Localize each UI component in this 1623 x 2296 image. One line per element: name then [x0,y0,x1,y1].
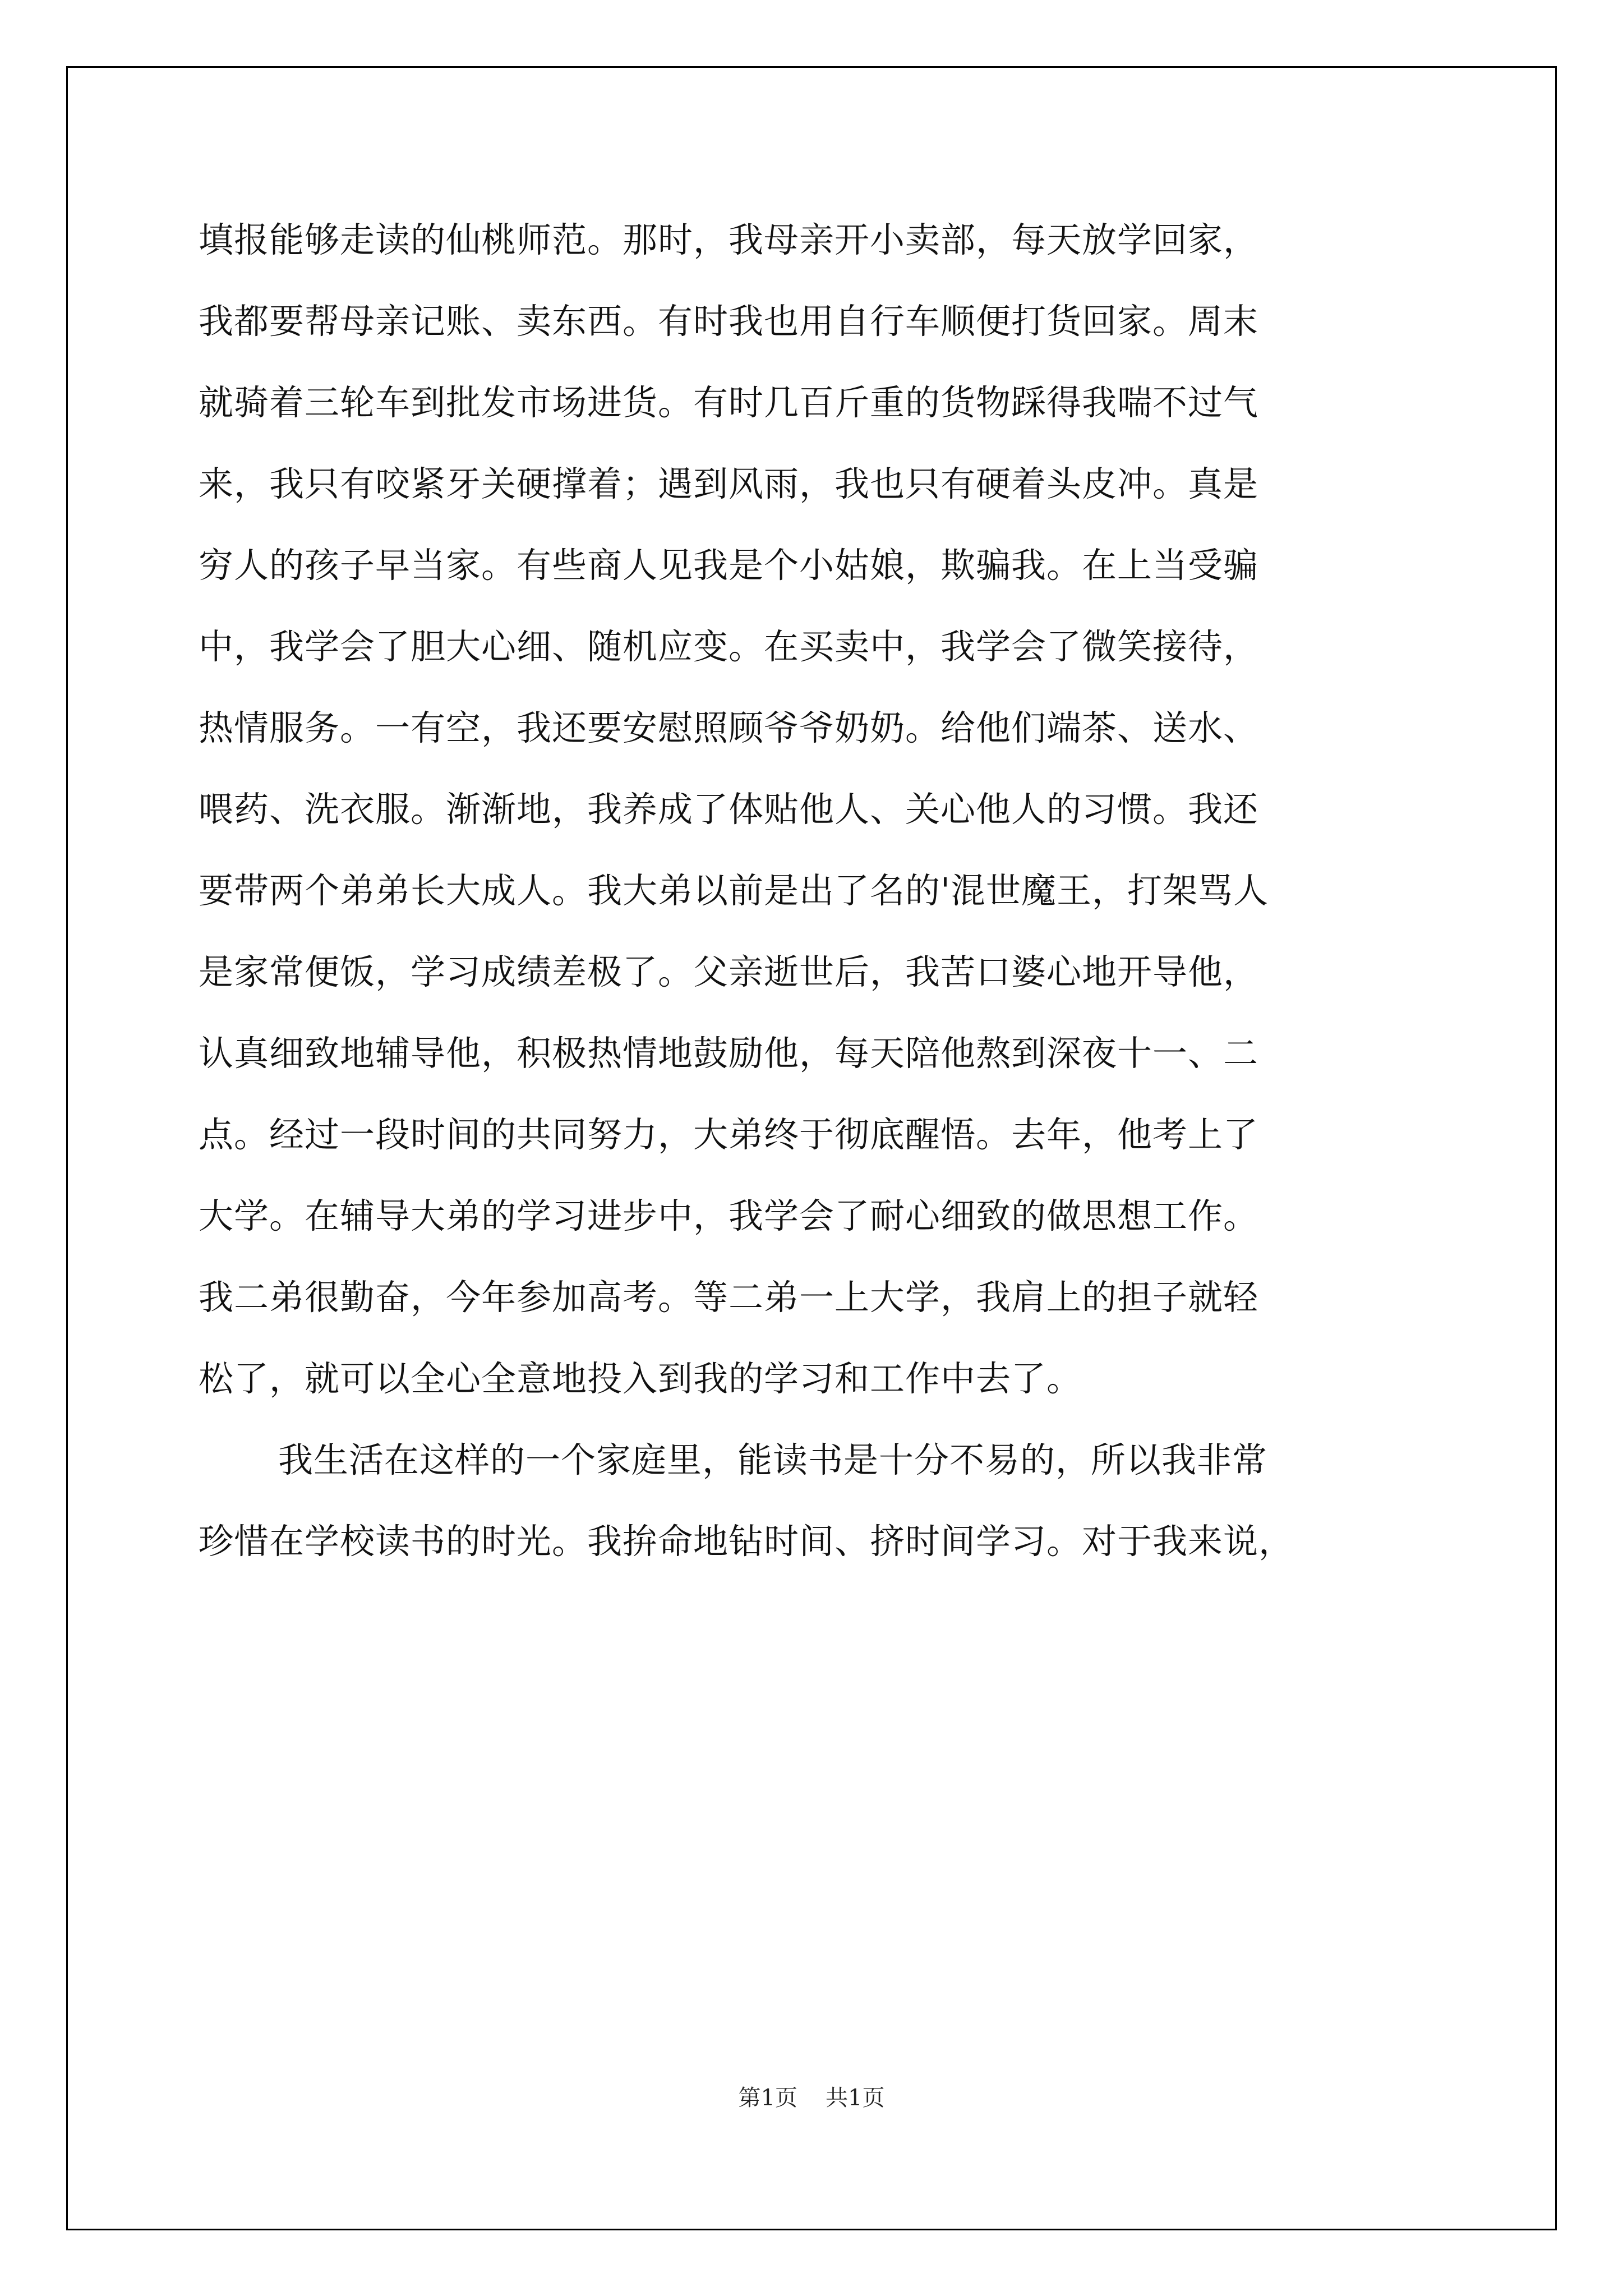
text-line: 我都要帮母亲记账、卖东西。有时我也用自行车顺便打货回家。周末 [199,301,1259,342]
text-line: 填报能够走读的仙桃师范。那时，我母亲开小卖部，每天放学回家， [199,219,1259,260]
text-line: 来，我只有咬紧牙关硬撑着；遇到风雨，我也只有硬着头皮冲。真是 [199,463,1259,504]
text-line: 就骑着三轮车到批发市场进货。有时几百斤重的货物踩得我喘不过气 [199,382,1259,423]
page-footer [0,2084,1623,2112]
text-line: 我二弟很勤奋，今年参加高考。等二弟一上大学，我肩上的担子就轻 [199,1277,1259,1318]
text-line: 点。经过一段时间的共同努力，大弟终于彻底醒悟。去年，他考上了 [199,1114,1259,1155]
page-number-total: 共1页 [826,2085,885,2111]
text-line-paragraph-start: 我生活在这样的一个家庭里，能读书是十分不易的，所以我非常 [278,1439,1268,1480]
text-line: 热情服务。一有空，我还要安慰照顾爷爷奶奶。给他们端茶、送水、 [199,707,1259,748]
text-line: 要带两个弟弟长大成人。我大弟以前是出了名的'混世魔王，打架骂人 [199,870,1269,911]
text-line: 珍惜在学校读书的时光。我拚命地钻时间、挤时间学习。对于我来说， [199,1521,1294,1562]
text-line: 认真细致地辅导他，积极热情地鼓励他，每天陪他熬到深夜十一、二 [199,1033,1259,1074]
text-line: 穷人的孩子早当家。有些商人见我是个小姑娘，欺骗我。在上当受骗 [199,545,1259,586]
text-line: 松了，就可以全心全意地投入到我的学习和工作中去了。 [199,1358,1082,1399]
page-number-current: 第1页 [738,2085,797,2111]
text-line: 是家常便饭，学习成绩差极了。父亲逝世后，我苦口婆心地开导他， [199,951,1259,992]
text-line: 中，我学会了胆大心细、随机应变。在买卖中，我学会了微笑接待， [199,626,1259,667]
text-line: 喂药、洗衣服。渐渐地，我养成了体贴他人、关心他人的习惯。我还 [199,789,1259,830]
text-line: 大学。在辅导大弟的学习进步中，我学会了耐心细致的做思想工作。 [199,1195,1259,1236]
